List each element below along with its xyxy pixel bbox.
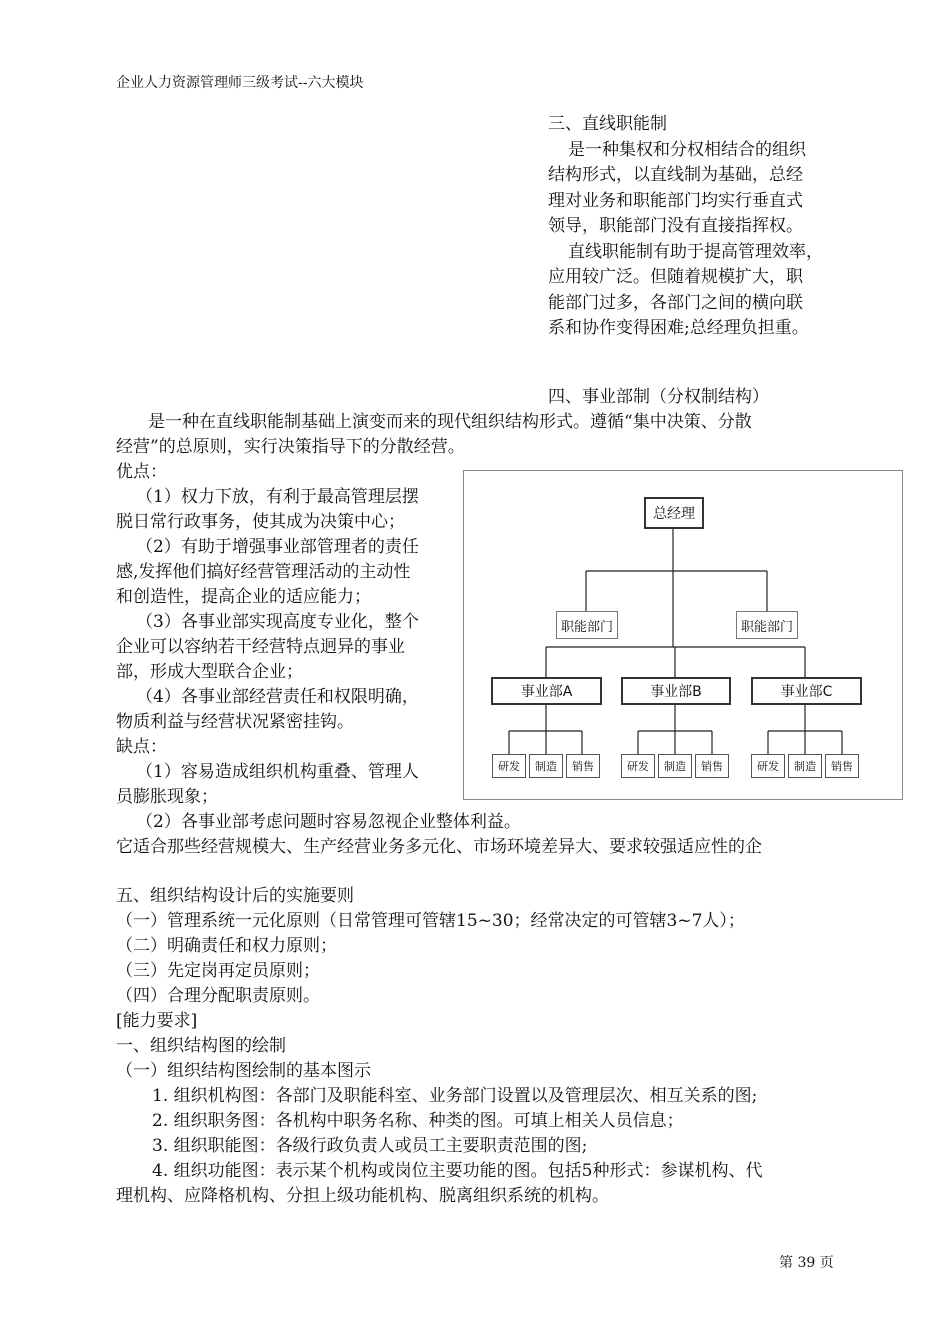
org-node-sales: 销售 xyxy=(695,754,729,778)
section-3-line: 理对业务和职能部门均实行垂直式 xyxy=(548,190,803,211)
section-3 xyxy=(548,112,848,342)
org-node-general-manager: 总经理 xyxy=(644,497,704,529)
section-5-item: （二）明确责任和权力原则； xyxy=(116,936,337,956)
section-5-item: （一）管理系统一元化原则（日常管理可管辖15~30；经常决定的可管辖3~7人）； xyxy=(116,911,745,931)
ability-item: 1. 组织机构图：各部门及职能科室、业务部门设置以及管理层次、相互关系的图; xyxy=(152,1086,758,1106)
ability-item: 3. 组织职能图：各级行政负责人或员工主要职责范围的图; xyxy=(152,1136,588,1156)
org-node-sales: 销售 xyxy=(825,754,859,778)
advantage-line: 和创造性，提高企业的适应能力； xyxy=(116,587,371,607)
section-5-item: （三）先定岗再定员原则； xyxy=(116,961,320,981)
org-node-manufacturing: 制造 xyxy=(658,754,692,778)
org-node-division-a: 事业部A xyxy=(491,677,602,705)
section-5-item: （四）合理分配职责原则。 xyxy=(116,986,320,1006)
disadvantage-line: （1）容易造成组织机构重叠、管理人 xyxy=(136,762,419,782)
section-3-line: 应用较广泛。但随着规模扩大，职 xyxy=(548,267,803,287)
disadvantage-line: （2）各事业部考虑问题时容易忽视企业整体利益。 xyxy=(136,812,521,832)
org-node-rd: 研发 xyxy=(751,754,785,778)
section-5 xyxy=(116,884,762,1209)
section-3-title: 三、直线职能制 xyxy=(548,114,667,134)
section-5-title: 五、组织结构设计后的实施要则 xyxy=(116,886,354,906)
page-number: 第 39 页 xyxy=(779,1255,834,1271)
org-node-manufacturing: 制造 xyxy=(788,754,822,778)
section-4-title: 四、事业部制（分权制结构） xyxy=(548,387,769,407)
ability-item: 2. 组织职务图：各机构中职务名称、种类的图。可填上相关人员信息； xyxy=(152,1111,684,1131)
org-node-division-b: 事业部B xyxy=(621,677,731,705)
section-3-line: 系和协作变得困难;总经理负担重。 xyxy=(548,318,809,338)
page-header: 企业人力资源管理师三级考试--六大模块 xyxy=(116,75,364,91)
advantage-line: 物质利益与经营状况紧密挂钩。 xyxy=(116,712,354,732)
disadvantage-line: 员膨胀现象； xyxy=(116,787,218,807)
section-3-line: 直线职能制有助于提高管理效率， xyxy=(568,241,823,262)
advantages-label: 优点： xyxy=(116,462,167,482)
org-node-functional-dept: 职能部门 xyxy=(736,611,798,639)
section-3-line: 领导，职能部门没有直接指挥权。 xyxy=(548,216,803,236)
advantage-line: （3）各事业部实现高度专业化，整个 xyxy=(136,612,419,632)
section-3-line: 结构形式，以直线制为基础，总经 xyxy=(548,165,803,185)
ability-item-continuation: 理机构、应降格机构、分担上级功能机构、脱离组织系统的机构。 xyxy=(116,1186,609,1206)
disadvantages-label: 缺点： xyxy=(116,737,167,757)
org-node-functional-dept: 职能部门 xyxy=(556,611,618,639)
advantage-line: （4）各事业部经营责任和权限明确， xyxy=(136,687,419,707)
org-node-sales: 销售 xyxy=(566,754,600,778)
ability-heading-1: 一、组织结构图的绘制 xyxy=(116,1036,286,1056)
suitability-line: 它适合那些经营规模大、生产经营业务多元化、市场环境差异大、要求较强适应性的企 xyxy=(116,837,762,857)
advantage-line: （1）权力下放，有利于最高管理层摆 xyxy=(136,487,419,507)
advantage-line: （2）有助于增强事业部管理者的责任 xyxy=(136,537,419,557)
org-node-rd: 研发 xyxy=(621,754,655,778)
ability-label: [能力要求] xyxy=(116,1011,198,1031)
org-chart-figure xyxy=(463,470,903,800)
section-4-intro-line: 是一种在直线职能制基础上演变而来的现代组织结构形式。遵循“集中决策、分散 xyxy=(148,412,752,432)
advantage-line: 感,发挥他们搞好经营管理活动的主动性 xyxy=(116,562,411,582)
advantage-line: 企业可以容纳若干经营特点迥异的事业 xyxy=(116,637,405,657)
org-node-rd: 研发 xyxy=(492,754,526,778)
org-node-manufacturing: 制造 xyxy=(529,754,563,778)
section-3-line: 能部门过多，各部门之间的横向联 xyxy=(548,292,803,313)
org-node-division-c: 事业部C xyxy=(751,677,862,705)
section-4-intro-line: 经营”的总原则，实行决策指导下的分散经营。 xyxy=(116,437,465,457)
advantage-line: 脱日常行政事务，使其成为决策中心； xyxy=(116,512,405,532)
ability-item: 4. 组织功能图：表示某个机构或岗位主要功能的图。包括5种形式：参谋机构、代 xyxy=(152,1161,763,1181)
section-4-intro xyxy=(116,410,752,460)
ability-heading-2: （一）组织结构图绘制的基本图示 xyxy=(116,1061,371,1081)
advantage-line: 部，形成大型联合企业； xyxy=(116,662,303,682)
section-3-line: 是一种集权和分权相结合的组织 xyxy=(568,139,806,160)
